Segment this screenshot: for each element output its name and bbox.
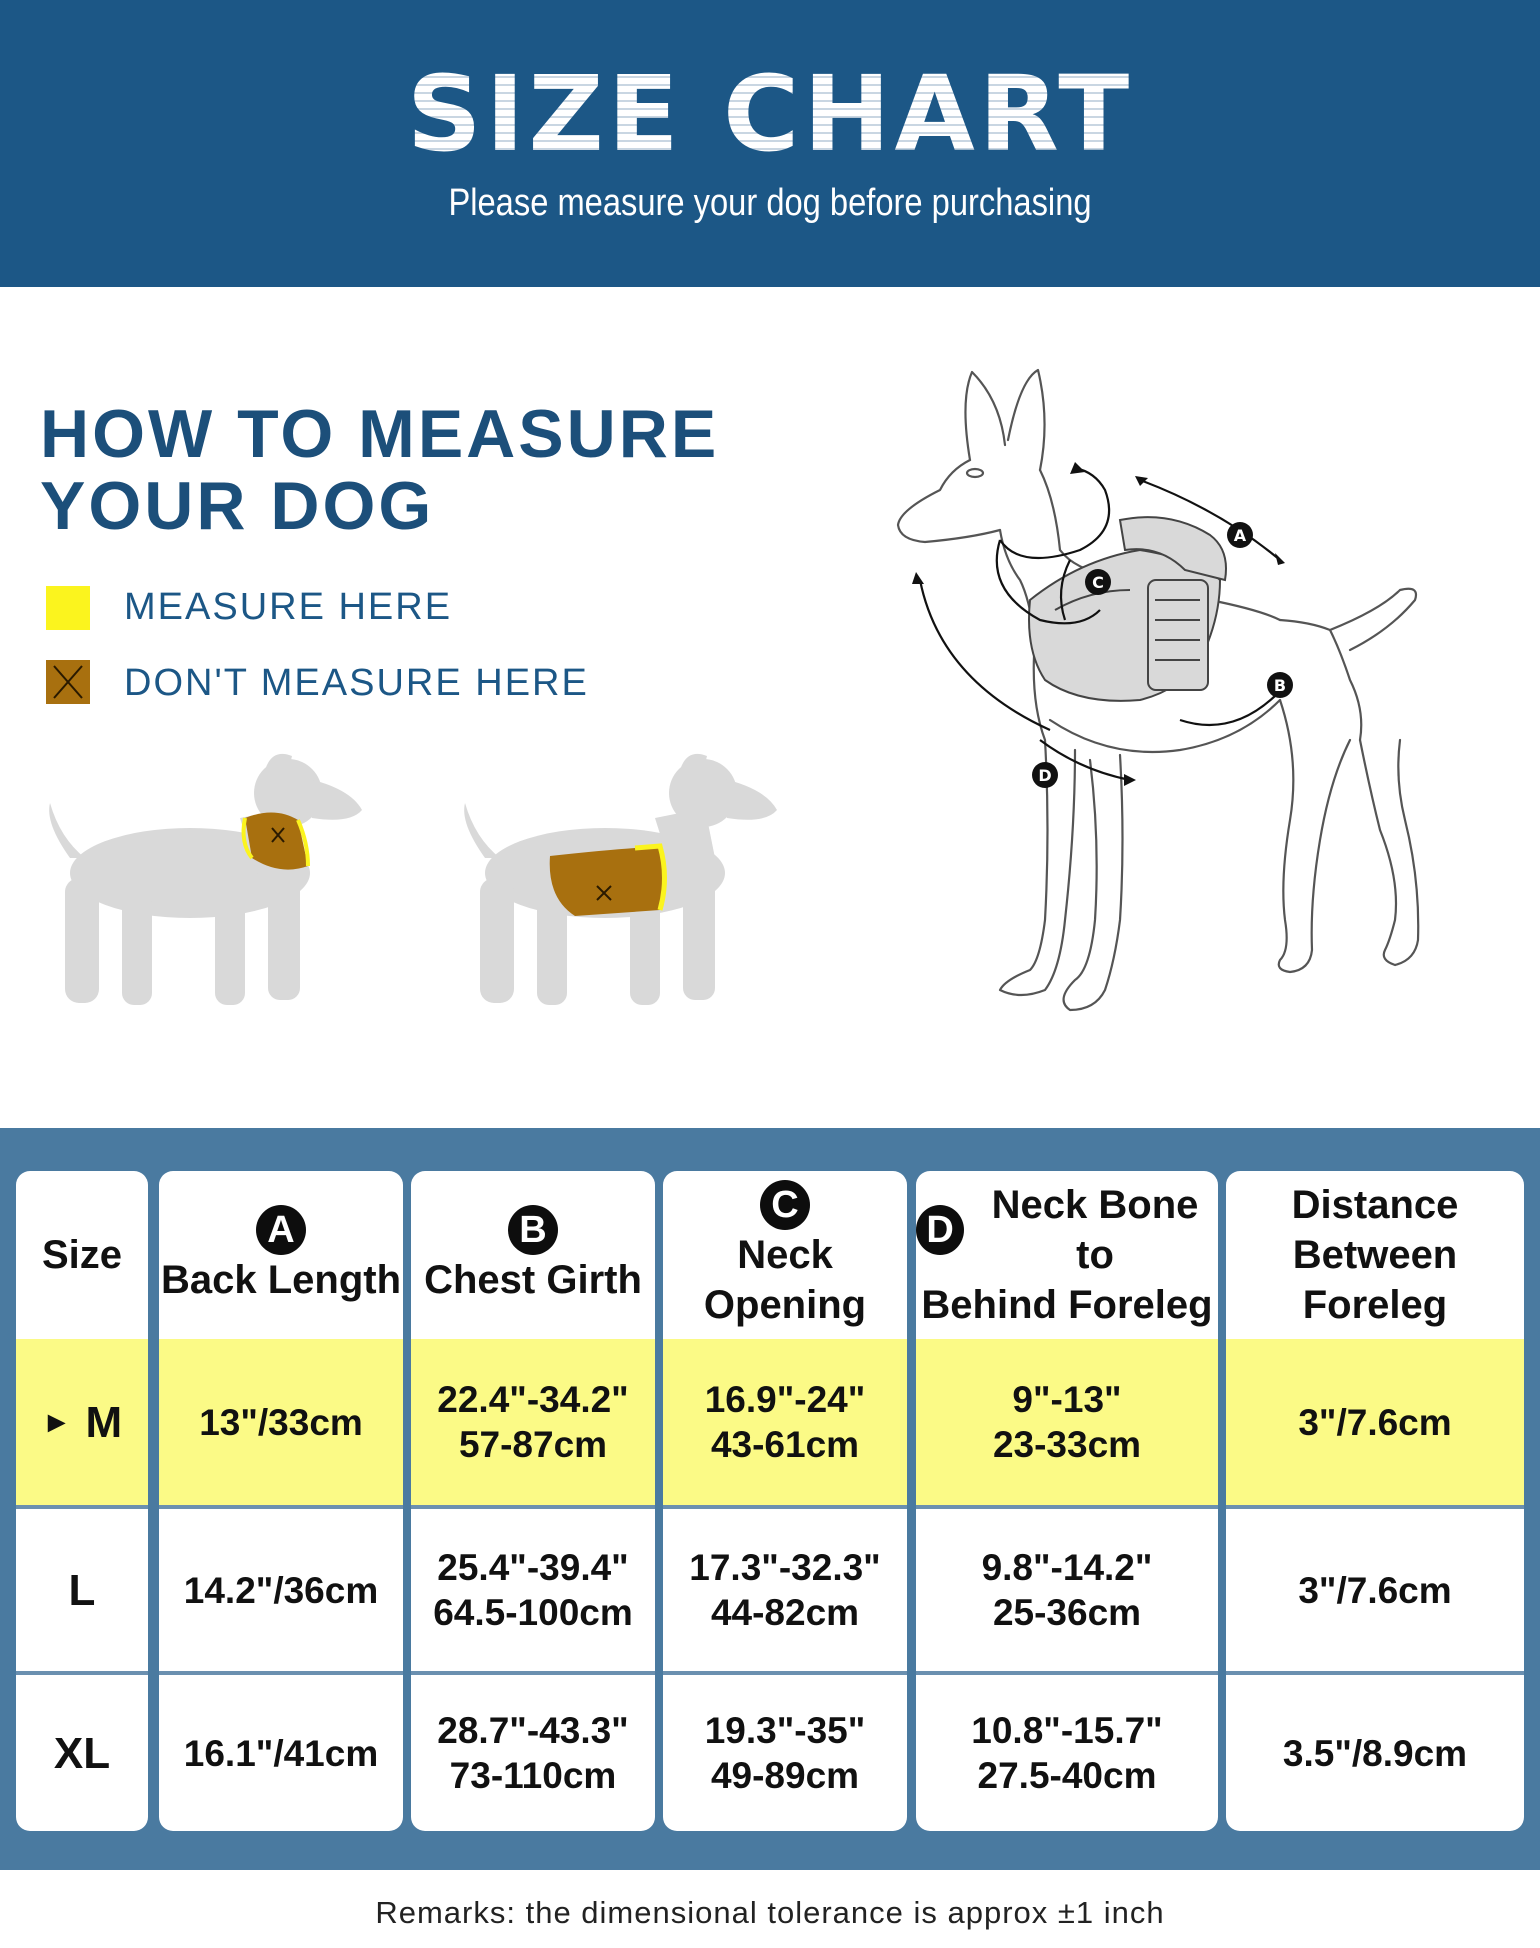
header-size: Size: [41, 1233, 123, 1277]
measure-here-label: MEASURE HERE: [124, 586, 453, 628]
header-neck-opening: C Neck Opening: [663, 1171, 907, 1339]
how-to-line-1: HOW TO MEASURE: [40, 396, 720, 472]
column-neck-opening: [663, 1171, 907, 1831]
table-cell: 25.4"-39.4" 64.5-100cm: [433, 1547, 633, 1633]
header-distance-foreleg: Distance Between Foreleg: [1291, 1183, 1459, 1327]
table-cell: 9"-13" 23-33cm: [992, 1379, 1142, 1465]
how-to-measure-heading: [40, 398, 719, 542]
table-cell: 9.8"-14.2" 25-36cm: [981, 1547, 1153, 1633]
badge-d: D: [916, 1205, 964, 1255]
table-cell: 13"/33cm: [199, 1401, 363, 1443]
table-cell: 22.4"-34.2" 57-87cm: [437, 1379, 629, 1465]
size-m-cell: ► M: [41, 1397, 123, 1447]
table-cell: 3.5"/8.9cm: [1282, 1732, 1468, 1774]
harness-dog-diagram: [880, 360, 1500, 1060]
marker-d: D: [1038, 766, 1052, 785]
dont-measure-swatch: [46, 660, 90, 704]
badge-a: A: [256, 1205, 306, 1255]
column-chest-girth: [411, 1171, 655, 1831]
size-xl-cell: XL: [53, 1728, 111, 1778]
how-to-line-2: YOUR DOG: [40, 468, 435, 544]
dog-neck-wrong-illustration: [40, 748, 380, 1028]
dog-belly-wrong-illustration: [455, 748, 795, 1028]
header-banner: [0, 0, 1540, 287]
badge-b: B: [508, 1205, 558, 1255]
measure-here-swatch: [46, 586, 90, 630]
column-neck-bone: [916, 1171, 1218, 1831]
table-cell: 17.3"-32.3" 44-82cm: [689, 1547, 881, 1633]
column-back-length: [159, 1171, 403, 1831]
dont-measure-label: DON'T MEASURE HERE: [124, 662, 589, 704]
marker-b: B: [1273, 676, 1287, 695]
header-chest-girth: B Chest Girth: [411, 1171, 655, 1339]
table-cell: 16.9"-24" 43-61cm: [704, 1379, 866, 1465]
header-neck-bone: D Neck Bone to Behind Foreleg: [916, 1171, 1218, 1339]
marker-a: A: [1233, 526, 1247, 545]
size-l-cell: L: [68, 1565, 96, 1615]
table-cell: 28.7"-43.3" 73-110cm: [437, 1710, 629, 1796]
header-back-length: A Back Length: [159, 1171, 403, 1339]
table-cell: 10.8"-15.7" 27.5-40cm: [971, 1710, 1163, 1796]
column-size: [16, 1171, 148, 1831]
table-cell: 14.2"/36cm: [183, 1569, 379, 1611]
remarks-text: Remarks: the dimensional tolerance is approx ±1 inch: [375, 1895, 1165, 1930]
selected-arrow-icon: ►: [41, 1405, 72, 1439]
badge-c: C: [760, 1180, 810, 1230]
page-subtitle: Please measure your dog before purchasing: [448, 182, 1092, 224]
page-title: SIZE CHART: [0, 62, 1540, 166]
table-cell: 16.1"/41cm: [183, 1732, 379, 1774]
x-mark-icon: [46, 660, 90, 704]
table-cell: 3"/7.6cm: [1298, 1569, 1452, 1611]
table-cell: 3"/7.6cm: [1298, 1401, 1452, 1443]
marker-c: C: [1092, 573, 1104, 592]
table-cell: 19.3"-35" 49-89cm: [704, 1710, 866, 1796]
column-distance-foreleg: [1226, 1171, 1524, 1831]
